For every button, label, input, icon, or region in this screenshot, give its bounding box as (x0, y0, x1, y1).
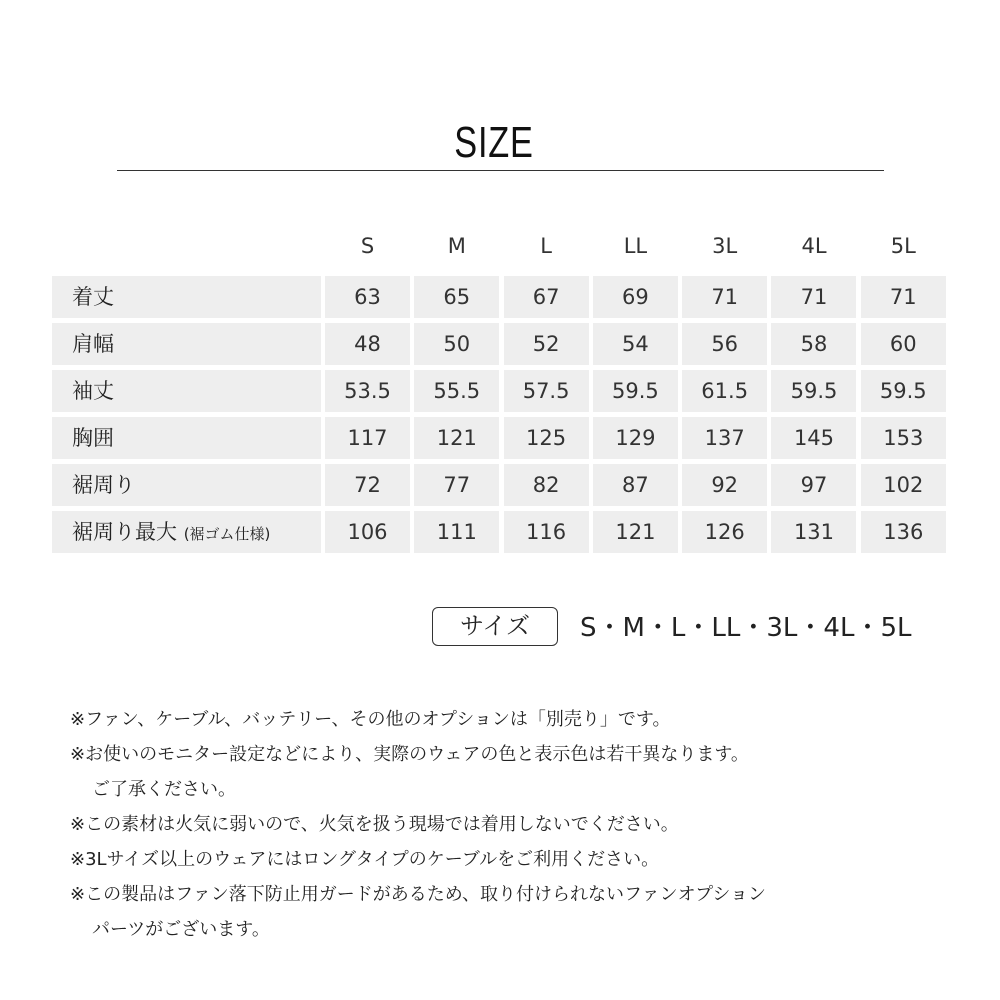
table-cell: 136 (861, 511, 946, 553)
table-row (52, 417, 948, 459)
table-cell: 153 (861, 417, 946, 459)
table-cell: 58 (771, 323, 856, 365)
table-cell: 111 (414, 511, 499, 553)
page-title: SIZE (454, 118, 534, 167)
table-cell: 69 (593, 276, 678, 318)
table-cell: 145 (771, 417, 856, 459)
table-row (52, 276, 948, 318)
size-badge: サイズ (432, 607, 558, 646)
table-cell: 71 (861, 276, 946, 318)
table-cell: 71 (682, 276, 767, 318)
table-cell: 65 (414, 276, 499, 318)
table-cell: 52 (504, 323, 589, 365)
table-cell: 125 (504, 417, 589, 459)
size-header-4l: 4L (801, 234, 827, 258)
table-row (52, 511, 948, 553)
note-item: ※3Lサイズ以上のウェアにはロングタイプのケーブルをご利用ください。 (70, 849, 660, 870)
note-item: ※お使いのモニター設定などにより、実際のウェアの色と表示色は若干異なります。 (70, 744, 749, 765)
title-divider (117, 170, 884, 171)
table-cell: 121 (593, 511, 678, 553)
size-header-s: S (360, 234, 375, 258)
row-label: 裾周り (52, 464, 321, 506)
size-table (52, 226, 948, 553)
table-row (52, 370, 948, 412)
notes-list (70, 702, 970, 947)
table-cell: 129 (593, 417, 678, 459)
note-item: ※この製品はファン落下防止用ガードがあるため、取り付けられないファンオプション (70, 884, 767, 905)
size-header-ll: LL (623, 234, 648, 258)
table-cell: 117 (325, 417, 410, 459)
size-header-3l: 3L (712, 234, 738, 258)
table-cell: 82 (504, 464, 589, 506)
table-cell: 106 (325, 511, 410, 553)
table-cell: 50 (414, 323, 499, 365)
table-cell: 131 (771, 511, 856, 553)
table-cell: 59.5 (771, 370, 856, 412)
table-cell: 59.5 (593, 370, 678, 412)
table-cell: 77 (414, 464, 499, 506)
table-cell: 102 (861, 464, 946, 506)
row-label: 裾周り最大 (裾ゴム仕様) (52, 511, 321, 553)
size-header-m: M (447, 234, 466, 258)
table-cell: 48 (325, 323, 410, 365)
table-cell: 60 (861, 323, 946, 365)
size-header-l: L (540, 234, 552, 258)
note-item-continuation: ご了承ください。 (92, 779, 236, 800)
table-cell: 56 (682, 323, 767, 365)
table-cell: 87 (593, 464, 678, 506)
available-sizes: S・M・L・LL・3L・4L・5L (580, 613, 912, 643)
table-cell: 92 (682, 464, 767, 506)
table-cell: 67 (504, 276, 589, 318)
table-cell: 121 (414, 417, 499, 459)
table-cell: 63 (325, 276, 410, 318)
table-cell: 126 (682, 511, 767, 553)
size-header-5l: 5L (890, 234, 916, 258)
table-row (52, 464, 948, 506)
row-label: 袖丈 (52, 370, 321, 412)
row-label-note: (裾ゴム仕様) (183, 525, 271, 543)
table-cell: 57.5 (504, 370, 589, 412)
row-label: 肩幅 (52, 323, 321, 365)
row-label: 胸囲 (52, 417, 321, 459)
table-cell: 97 (771, 464, 856, 506)
note-item: ※ファン、ケーブル、バッテリー、その他のオプションは「別売り」です。 (70, 709, 671, 730)
table-cell: 61.5 (682, 370, 767, 412)
table-cell: 116 (504, 511, 589, 553)
table-cell: 53.5 (325, 370, 410, 412)
table-cell: 55.5 (414, 370, 499, 412)
table-row (52, 323, 948, 365)
table-cell: 137 (682, 417, 767, 459)
size-header-row (325, 226, 948, 266)
note-item-continuation: パーツがございます。 (92, 919, 270, 940)
table-cell: 54 (593, 323, 678, 365)
note-item: ※この素材は火気に弱いので、火気を扱う現場では着用しないでください。 (70, 814, 679, 835)
row-label: 着丈 (52, 276, 321, 318)
table-cell: 71 (771, 276, 856, 318)
table-cell: 59.5 (861, 370, 946, 412)
table-cell: 72 (325, 464, 410, 506)
